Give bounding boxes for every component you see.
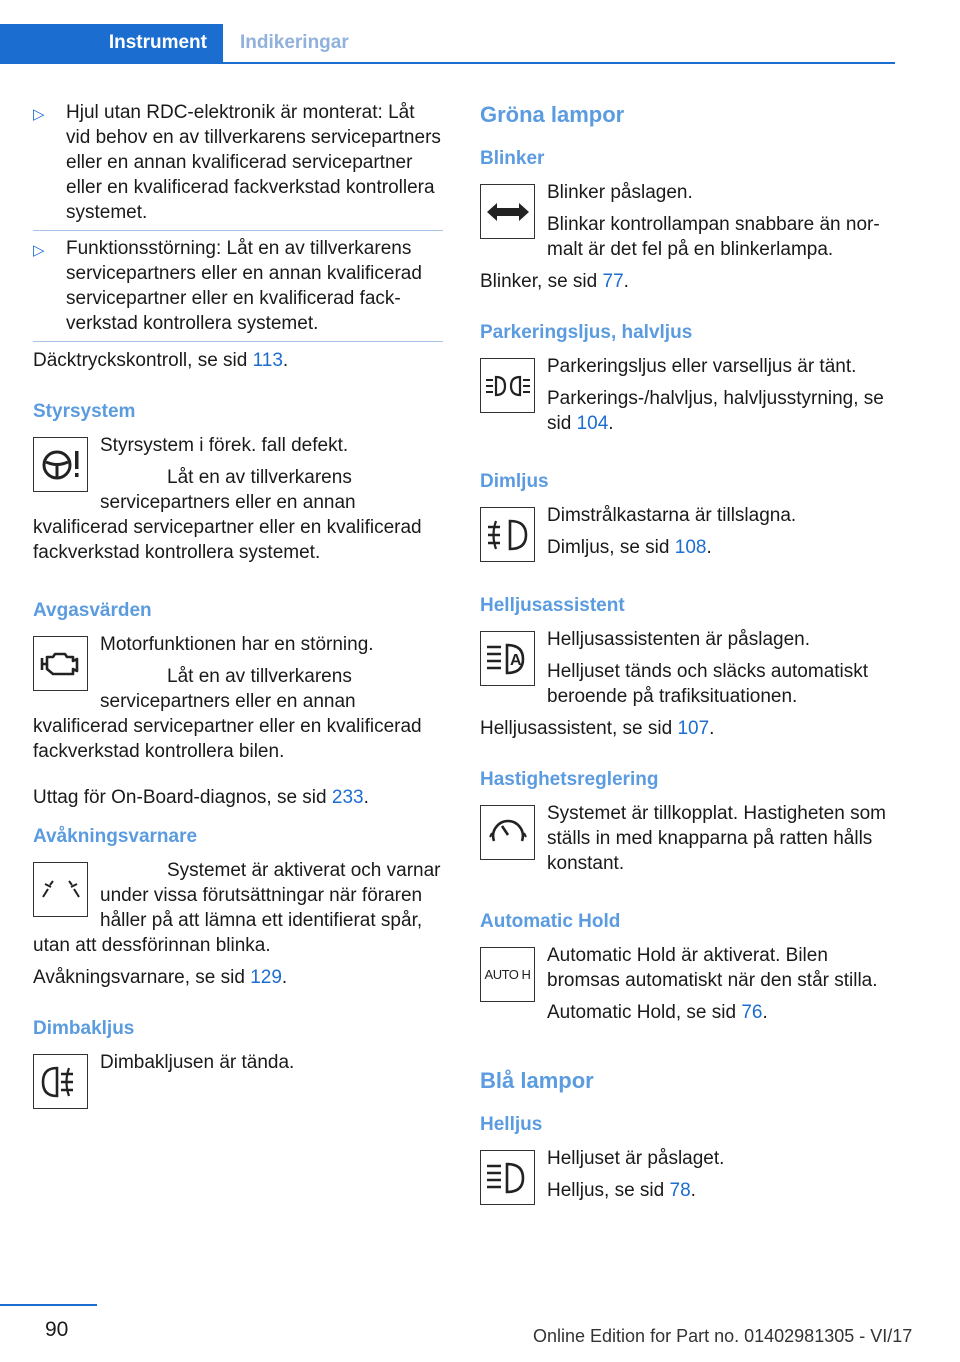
footer-divider: [0, 1304, 97, 1306]
entry-hastighet: Systemet är tillkopplat. Hastigheten som ställs in med knapparna på ratten hålls konstant.: [480, 801, 890, 883]
entry-avgas: Motorfunktionen har en störning. Låt en av tillverkarens servicepartners eller en annan kvalificerad servicepartner eller en kvalificerad fackverkstad kontrollera bilen.: [33, 634, 422, 762]
steering-wheel-warning-icon: [33, 437, 88, 492]
high-beam-assist-icon: [480, 631, 535, 686]
high-beam-icon: [480, 1150, 535, 1205]
edition-footer: Online Edition for Part no. 01402981305 - VI/17: [533, 1326, 913, 1346]
section-heading: Parkeringsljus, halvljus: [480, 322, 693, 343]
section-heading: Dimbakljus: [33, 1018, 135, 1039]
parking-light-icon: [480, 358, 535, 413]
turn-signal-icon: [480, 184, 535, 239]
page-link[interactable]: 78: [669, 1180, 691, 1201]
entry-autohold: AUTO H Automatic Hold är aktiverat. Bilen bromsas automatiskt när den står stilla. Automatic Hold, se sid 76.: [480, 943, 890, 1032]
section-heading: Blinker: [480, 148, 545, 169]
right-column: [480, 100, 890, 1210]
section-heading: Helljus: [480, 1114, 543, 1135]
page-link[interactable]: 129: [250, 967, 282, 988]
page-link[interactable]: 108: [674, 537, 707, 558]
bullet-list: [33, 100, 443, 342]
auto-hold-icon: AUTO H: [480, 947, 535, 1002]
avakning-reference: Avåkningsvarnare, se sid 129.: [33, 967, 288, 988]
list-item: ▷ Funktionsstörning: Låt en av tillverkarens servicepartners eller en annan kvalificerad servicepartner eller en kvalificerad fackverkstad kontrollera systemet.: [33, 236, 443, 342]
page-link[interactable]: 77: [602, 271, 624, 292]
triangle-bullet-icon: ▷: [33, 242, 45, 259]
blue-lamps-heading: Blå lampor: [480, 1068, 594, 1093]
svg-text:A: A: [509, 651, 522, 669]
engine-check-icon: [33, 636, 88, 691]
front-fog-light-icon: [480, 507, 535, 562]
section-heading: Avåkningsvarnare: [33, 826, 198, 847]
section-heading: Automatic Hold: [480, 911, 621, 932]
page-number: 90: [45, 1318, 69, 1341]
green-lamps-heading: Gröna lampor: [480, 102, 625, 127]
section-tabs: [0, 24, 895, 64]
entry-styrsystem: Styrsystem i förek. fall defekt. Låt en av tillverkarens servicepartners eller en annan kvalificerad servicepartner eller en kvalificerad fackverkstad kontrollera systemet.: [33, 435, 422, 563]
entry-dimljus: Dimstrålkastarna är tillslagna. Dimljus, se sid 108.: [480, 503, 890, 567]
rear-fog-light-icon: [33, 1054, 88, 1109]
tab-instrument[interactable]: Instrument: [0, 24, 223, 62]
obd-reference: Uttag för On-Board-diagnos, se sid 233.: [33, 787, 369, 808]
entry-helljusassistent: A Helljusassistenten är påslagen. Helljuset tänds och släcks automatiskt beroende på trafiksituationen.: [480, 627, 890, 716]
list-item: ▷ Hjul utan RDC-elektronik är monterat: Låt vid behov en av tillverkarens servicepartners eller en annan kvalificerad servicepartner eller en kvalificerad fackverkstad kontrollera systemet.: [33, 100, 443, 231]
section-heading: Styrsystem: [33, 401, 136, 422]
page-link[interactable]: 233: [331, 787, 364, 808]
section-heading: Hastighetsreglering: [480, 769, 659, 790]
tab-indikeringar[interactable]: Indikeringar: [240, 32, 349, 53]
blinker-reference: Blinker, se sid 77.: [480, 271, 629, 292]
page-link[interactable]: 107: [677, 718, 710, 739]
section-heading: Helljusassistent: [480, 595, 625, 616]
triangle-bullet-icon: ▷: [33, 106, 45, 123]
entry-helljus: Helljuset är påslaget. Helljus, se sid 78.: [480, 1146, 890, 1210]
page-link[interactable]: 104: [576, 413, 609, 434]
entry-parkering: Parkeringsljus eller varselljus är tänt. Parkerings-/halvljus, halvljusstyrning, se sid 104.: [480, 354, 890, 443]
page-link[interactable]: 113: [252, 350, 283, 371]
entry-avakning: Systemet är aktiverat och varnar under vissa förutsättningar när föraren håller på att lämna ett identifierat spår, utan att dessförinnan blinka.: [33, 860, 441, 956]
cruise-control-icon: [480, 805, 535, 860]
entry-dimbak: Dimbakljusen är tända.: [33, 1050, 443, 1113]
helljusassistent-reference: Helljusassistent, se sid 107.: [480, 718, 715, 739]
left-column: [33, 100, 443, 1113]
lane-departure-icon: [33, 862, 88, 917]
entry-blinker: Blinker påslagen. Blinkar kontrollampan snabbare än normalt är det fel på en blinkerlampa.: [480, 180, 890, 269]
tire-reference: Däcktryckskontroll, se sid 113.: [33, 350, 289, 371]
page-link[interactable]: 76: [741, 1002, 763, 1023]
section-heading: Dimljus: [480, 471, 549, 492]
section-heading: Avgasvärden: [33, 600, 152, 621]
